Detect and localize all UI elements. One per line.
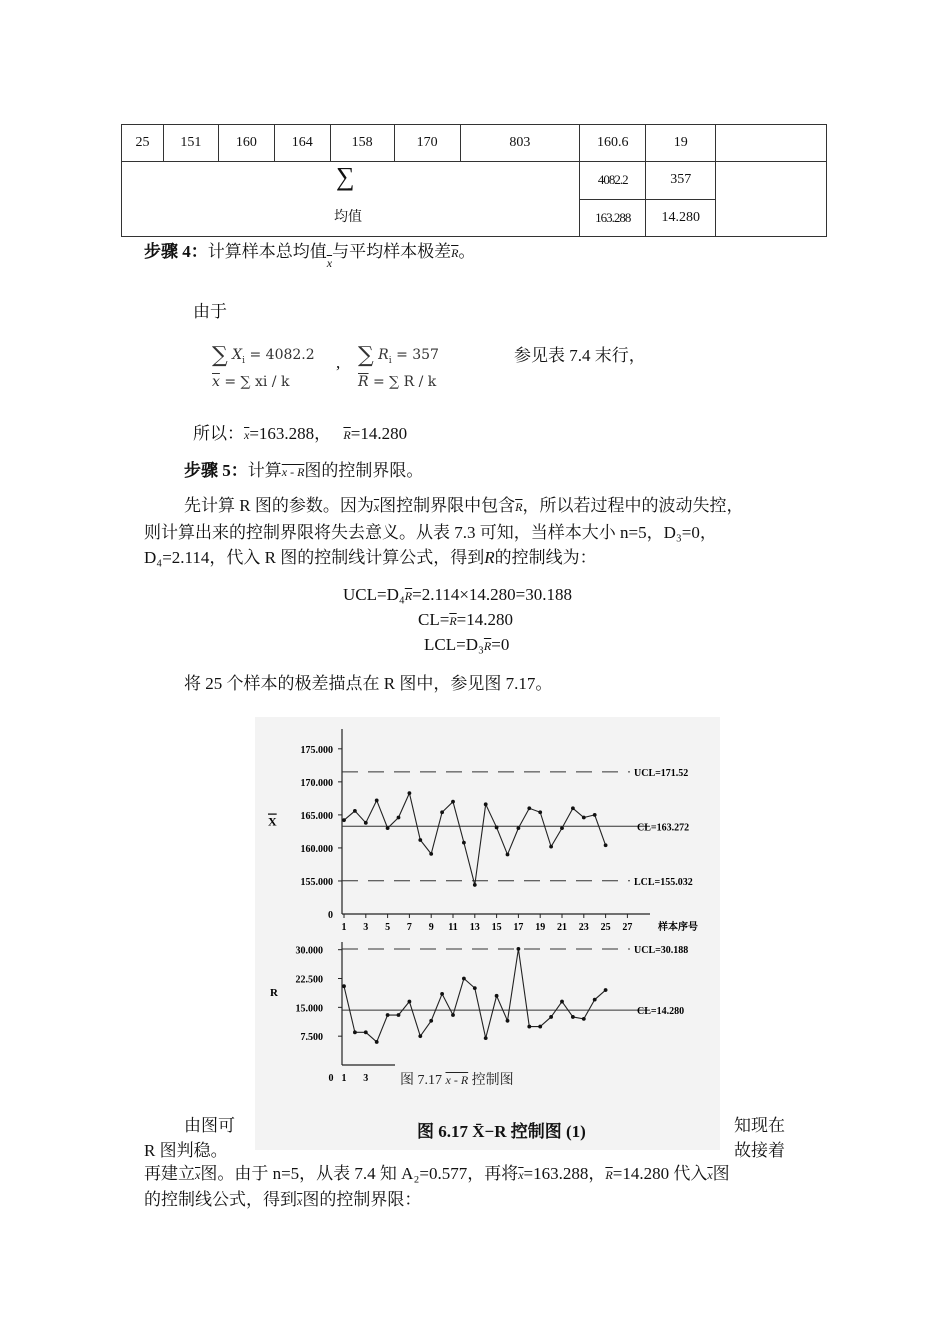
xbar-symbol: x <box>326 256 333 270</box>
r-data-point <box>593 998 597 1002</box>
para2: 将 25 个样本的极差描点在 R 图中，参见图 7.17。 <box>184 674 553 693</box>
r-cl-label: CL=14.280 <box>637 1006 685 1018</box>
eq-ucl-b: =2.114×14.280=30.188 <box>412 585 573 604</box>
para1-l3b: 的控制线为： <box>494 548 597 567</box>
rbar-expr: = ∑ R / k <box>373 374 437 390</box>
x-data-point <box>517 826 521 830</box>
para3-l2b: 图的控制界限： <box>302 1190 422 1209</box>
step4 <box>144 241 476 270</box>
para3-l1c: =163.288， <box>523 1164 606 1183</box>
r-data-point <box>440 992 444 996</box>
r-chart-ylabel: R <box>270 986 278 999</box>
step5-text1: 计算 <box>247 461 282 480</box>
r-data-point <box>462 977 466 981</box>
x-data-point <box>429 852 433 856</box>
r-data-point <box>549 1015 553 1019</box>
x-data-point <box>593 813 597 817</box>
x-data-point <box>538 810 542 814</box>
r-data-point <box>353 1030 357 1034</box>
xbar-symbol: $\overline{x}$ <box>373 500 380 514</box>
x-series-line <box>344 793 606 885</box>
x-tick-label: 3 <box>363 922 369 933</box>
xbar-symbol: $\overline{x}$ <box>707 1168 713 1182</box>
step5-label: 步骤 5： <box>184 461 248 480</box>
step4-text3: 。 <box>458 242 476 261</box>
x-data-point <box>582 816 586 820</box>
cl-label: CL=163.272 <box>637 822 690 834</box>
x-tick-label: 1 <box>341 922 347 933</box>
r-data-point <box>495 994 499 998</box>
r-data-point <box>386 1013 390 1017</box>
xbar-symbol: $\overline{x}$ <box>518 1168 524 1182</box>
table-cell <box>716 125 827 162</box>
table-cell: 164 <box>274 125 330 162</box>
rbar-symbol: $\overline{R}$ <box>451 246 459 260</box>
rbar-symbol: $\overline{R}$ <box>404 589 413 603</box>
para3-l2a: 的控制线公式，得到 <box>144 1190 297 1209</box>
r-ucl-label: UCL=30.188 <box>634 944 689 956</box>
eq-lcl-a: LCL=D₃ <box>424 635 484 654</box>
para1-l3a: D₄=2.114，代入 R 图的控制线计算公式，得到 <box>144 548 485 567</box>
mean-label: 均值 <box>334 210 362 225</box>
x-data-point <box>364 821 368 825</box>
y-tick-label: 175.000 <box>300 744 333 756</box>
r-y-tick-label: 30.000 <box>295 945 323 957</box>
r-symbol: R <box>484 548 495 567</box>
x-data-point <box>473 883 477 887</box>
para3-l1d: =14.280 代入 <box>612 1164 708 1183</box>
so-line <box>193 423 407 446</box>
x-tick-label: 17 <box>513 922 524 933</box>
para3-l1b: 图。由于 n=5，从表 7.4 知 A₂=0.577，再将 <box>200 1164 519 1183</box>
formula-comma: , <box>336 353 341 372</box>
x-tick-label: 7 <box>406 922 412 933</box>
y-tick-label: 160.000 <box>300 843 333 855</box>
wrap-l2-left: R 图判稳。 <box>144 1141 228 1160</box>
x-data-point <box>440 810 444 814</box>
r-y-tick-label: 22.500 <box>295 974 323 986</box>
formula-note: 参见表 7.4 末行， <box>514 346 646 365</box>
x-data-point <box>506 853 510 857</box>
table-cell: 803 <box>460 125 580 162</box>
y-zero-label: 0 <box>328 910 333 921</box>
para3-l1a: 再建立 <box>144 1164 195 1183</box>
formula-xbar: $\overline{x}$ = ∑ xi / k <box>212 374 290 390</box>
table-cell: 160 <box>218 125 274 162</box>
so-prefix: 所以： <box>193 424 244 443</box>
r-data-point <box>375 1040 379 1044</box>
x-data-point <box>462 841 466 845</box>
step4-text1: 计算样本总均值 <box>207 242 327 261</box>
table-cell: 160.6 <box>580 125 646 162</box>
r-data-point <box>604 988 608 992</box>
xbar-expr: = ∑ xi / k <box>224 374 290 390</box>
mean-r-cell: 14.280 <box>646 199 716 237</box>
y-tick-label: 155.000 <box>300 876 333 888</box>
fig-caption-prefix: 图 7.17 <box>400 1073 442 1088</box>
x-data-point <box>560 826 564 830</box>
r-data-point <box>571 1015 575 1019</box>
table-cell: 170 <box>394 125 460 162</box>
xbar-symbol: $\overline{x}$ <box>244 428 250 442</box>
r-data-point <box>527 1025 531 1029</box>
figure-caption-overlay <box>400 1069 514 1089</box>
table-cell: 158 <box>330 125 394 162</box>
x-data-point <box>527 806 531 810</box>
x-tick-label: 11 <box>448 922 458 933</box>
x-data-point <box>484 802 488 806</box>
x-data-point <box>375 798 379 802</box>
x-data-point <box>353 809 357 813</box>
y-tick-label: 165.000 <box>300 810 333 822</box>
step5 <box>184 460 423 483</box>
x-data-point <box>418 838 422 842</box>
eq-ucl-a: UCL=D₄ <box>343 585 405 604</box>
table-row <box>122 125 827 162</box>
r-y-tick-label: 7.500 <box>300 1032 323 1044</box>
r-data-point <box>408 1000 412 1004</box>
xbar-symbol: $\overline{x}$ <box>297 1194 303 1208</box>
r-data-point <box>560 1000 564 1004</box>
so-x-value: =163.288， <box>249 424 332 443</box>
data-table <box>121 124 827 237</box>
x-data-point <box>549 845 553 849</box>
x-tick-label: 15 <box>491 922 502 933</box>
eq-lcl-b: =0 <box>491 635 510 654</box>
figure-image <box>255 717 720 1150</box>
r-data-point <box>506 1019 510 1023</box>
fig-caption-sym: x - R <box>445 1073 469 1087</box>
r-x-tick-label: 3 <box>363 1073 369 1084</box>
r-series-line <box>344 949 606 1042</box>
table-cell: 19 <box>646 125 716 162</box>
eq-cl-a: CL= <box>418 610 450 629</box>
xr-symbol: x - R <box>281 465 305 479</box>
sum-x-expr: = 4082.2 <box>249 347 315 363</box>
table-cell <box>716 162 827 237</box>
table-cell: 25 <box>122 125 164 162</box>
formula-sum-r: ∑ $R_i = 357$ <box>358 343 439 368</box>
para1-line2: 则计算出来的控制界限将失去意义。从表 7.3 可知，当样本大小 n=5，D₃=0， <box>144 523 717 542</box>
x-tick-label: 21 <box>557 922 567 933</box>
x-data-point <box>495 826 499 830</box>
eq-cl-b: =14.280 <box>456 610 513 629</box>
fig-caption-suffix: 控制图 <box>471 1073 514 1088</box>
r-data-point <box>364 1030 368 1034</box>
step5-text2: 图的控制界限。 <box>304 461 424 480</box>
x-tick-label: 5 <box>385 922 391 933</box>
so-r-value: =14.280 <box>350 424 408 443</box>
para1-l1a: 先计算 R 图的参数。因为 <box>184 496 374 515</box>
eq-ucl <box>343 584 572 607</box>
para3-line2 <box>144 1189 421 1212</box>
r-x-tick-label: 1 <box>341 1073 347 1084</box>
x-data-point <box>571 806 575 810</box>
r-data-point <box>484 1036 488 1040</box>
sum-symbol: ∑ <box>336 162 355 191</box>
rbar-symbol: $\overline{R}$ <box>605 1168 613 1182</box>
x-tick-label: 19 <box>535 922 546 933</box>
summary-label-cell <box>122 162 580 237</box>
r-data-point <box>473 986 477 990</box>
lcl-label: LCL=155.032 <box>634 876 693 888</box>
x-data-point <box>604 843 608 847</box>
ucl-label: UCL=171.52 <box>634 767 689 779</box>
r-data-point <box>397 1013 401 1017</box>
rbar-symbol: $\overline{R}$ <box>483 639 492 653</box>
wrap-l2-right: 故接着 <box>734 1141 785 1160</box>
formula-sum-x: ∑ $X_i = 4082.2$ <box>212 343 315 368</box>
x-data-point <box>342 818 346 822</box>
table-row <box>122 162 827 200</box>
r-data-point <box>451 1013 455 1017</box>
table-cell: 151 <box>163 125 218 162</box>
sum-x-cell: 4082.2 <box>580 162 646 200</box>
eq-cl <box>418 609 513 632</box>
figure-caption-main: 图 6.17 X̄−R 控制图 (1) <box>417 1122 586 1141</box>
xbar-symbol: $\overline{x}$ <box>195 1168 201 1182</box>
sum-r-cell: 357 <box>646 162 716 200</box>
x-tick-label: 25 <box>600 922 611 933</box>
r-data-point <box>582 1017 586 1021</box>
x-data-point <box>408 791 412 795</box>
para1-l1c: ，所以若过程中的波动失控， <box>522 496 744 515</box>
x-data-point <box>386 826 390 830</box>
x-chart-ylabel: X <box>268 814 277 829</box>
since-text: 由于 <box>193 302 227 321</box>
sum-r-expr: = 357 <box>396 347 439 363</box>
rbar-symbol: $\overline{R}$ <box>449 614 457 628</box>
y-tick-label: 170.000 <box>300 777 333 789</box>
x-tick-label: 27 <box>622 922 633 933</box>
x-data-point <box>397 816 401 820</box>
rbar-symbol: $\overline{R}$ <box>343 428 351 442</box>
r-data-point <box>418 1034 422 1038</box>
para1-line1 <box>184 495 744 518</box>
x-data-point <box>451 800 455 804</box>
wrap-l1-right: 知现在 <box>734 1116 785 1135</box>
eq-lcl <box>424 634 509 657</box>
x-tick-label: 23 <box>578 922 589 933</box>
mean-x-cell: 163.288 <box>580 199 646 237</box>
r-x-tick-label: 0 <box>328 1073 334 1084</box>
wrap-l1-left: 由图可 <box>184 1116 235 1135</box>
step4-text2: 与平均样本极差 <box>332 242 452 261</box>
x-axis-label: 样本序号 <box>658 922 698 933</box>
para3-l1e: 图 <box>712 1164 730 1183</box>
x-tick-label: 13 <box>469 922 480 933</box>
r-data-point <box>429 1019 433 1023</box>
formula-rbar: $\overline{R}$ = ∑ R / k <box>358 374 437 390</box>
r-data-point <box>538 1025 542 1029</box>
para1-line3 <box>144 547 597 569</box>
step4-label: 步骤 4： <box>144 242 208 261</box>
para1-l1b: 图控制界限中包含 <box>379 496 516 515</box>
r-y-tick-label: 15.000 <box>295 1003 323 1015</box>
x-tick-label: 9 <box>428 922 434 933</box>
rbar-symbol: $\overline{R}$ <box>515 500 523 514</box>
r-data-point <box>517 947 521 951</box>
r-data-point <box>342 984 346 988</box>
para3-line1 <box>144 1163 730 1186</box>
